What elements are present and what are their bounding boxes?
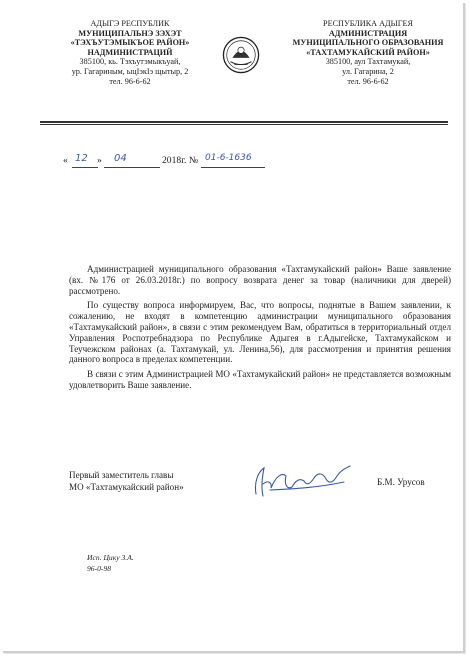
header-right-line5: 385100, аул Тахтамукай, — [325, 57, 411, 67]
header-left-line1: АДЫГЭ РЕСПУБЛИК — [90, 19, 170, 28]
letter-body — [69, 264, 451, 395]
date-month: 04 — [114, 153, 127, 164]
header-left — [40, 19, 220, 86]
signatory-position-line1: Первый заместитель главы — [69, 470, 174, 480]
executor-name: Исп. Цику З.А. — [87, 553, 134, 562]
letter-number: 01-6-1636 — [205, 153, 252, 163]
header-left-line2: МУНИЦИПАЛЬНЭ ЗЭХЭТ — [78, 28, 182, 38]
month-underline — [104, 167, 160, 168]
header-left-line3: «ТЭХЪУТЭМЫКЪОЕ РАЙОН» — [70, 38, 190, 48]
header-right-line6: ул. Гагарина, 2 — [342, 66, 394, 76]
header-divider-thick — [40, 121, 448, 123]
executor-info — [87, 553, 134, 574]
header-left-line6: ур. Гагариным, ыцӀэкӀэ щытыр, 2 — [71, 66, 189, 76]
header-divider-thin — [40, 124, 448, 125]
header-right-line7: тел. 96-6-62 — [347, 76, 389, 86]
coat-of-arms-emblem — [222, 36, 260, 74]
day-underline — [72, 167, 98, 168]
number-underline — [201, 167, 265, 168]
date-open-quote: « — [63, 155, 68, 166]
body-paragraph-1: Администрацией муниципального образования «Тахтамукайский район» Ваше заявление (вх. №176 от 26.03.2018г.) по вопросу возврата денег за товар (наличники для дверей) рассмотрено. — [69, 264, 451, 296]
header-right-line2: АДМИНИСТРАЦИЯ — [328, 28, 408, 38]
date-day: 12 — [75, 153, 88, 164]
date-close-quote: » — [97, 155, 102, 166]
date-year-text: 2018г. № — [162, 155, 198, 166]
body-paragraph-2: По существу вопроса информируем, Вас, что вопросы, поднятые в Вашем заявлении, к сожалению, не входят в компетенцию администрации муниципального образования «Тахтамукайский район», в связи с этим рекомендуем Вам, обратиться в территориальный отдел Управления Роспотребнадзора по Республике Адыгея в г.Адыгейске, Тахтамукайском и Теучежском районах (а. Тахтамукай, ул. Ленина,56), для рассмотрения и принятия решения данного вопроса в пределах компетенции. — [69, 300, 451, 365]
executor-phone: 96-0-98 — [87, 563, 112, 573]
header-left-line5: 385100, кь. Тэхъутэмыкъуай, — [79, 57, 181, 67]
header-right-line4: «ТАХТАМУКАЙСКИЙ РАЙОН» — [306, 47, 430, 57]
header-left-line4: НАДМИНИСТРАЦИЙ — [87, 47, 173, 57]
header-right-line3: МУНИЦИПАЛЬНОГО ОБРАЗОВАНИЯ — [292, 38, 444, 48]
body-paragraph-3: В связи с этим Администрацией МО «Тахтамукайский район» не представляется возможным удовлетворить Ваше заявление. — [69, 369, 451, 390]
header-left-line7: тел. 96-6-62 — [109, 76, 151, 86]
signatory-position-line2: МО «Тахтамукайский район» — [69, 482, 184, 492]
header-right-line1: РЕСПУБЛИКА АДЫГЕЯ — [323, 19, 413, 28]
handwritten-signature — [244, 460, 362, 502]
header-right — [288, 19, 448, 86]
signatory-position — [69, 469, 184, 493]
signatory-name: Б.М. Урусов — [377, 477, 425, 487]
